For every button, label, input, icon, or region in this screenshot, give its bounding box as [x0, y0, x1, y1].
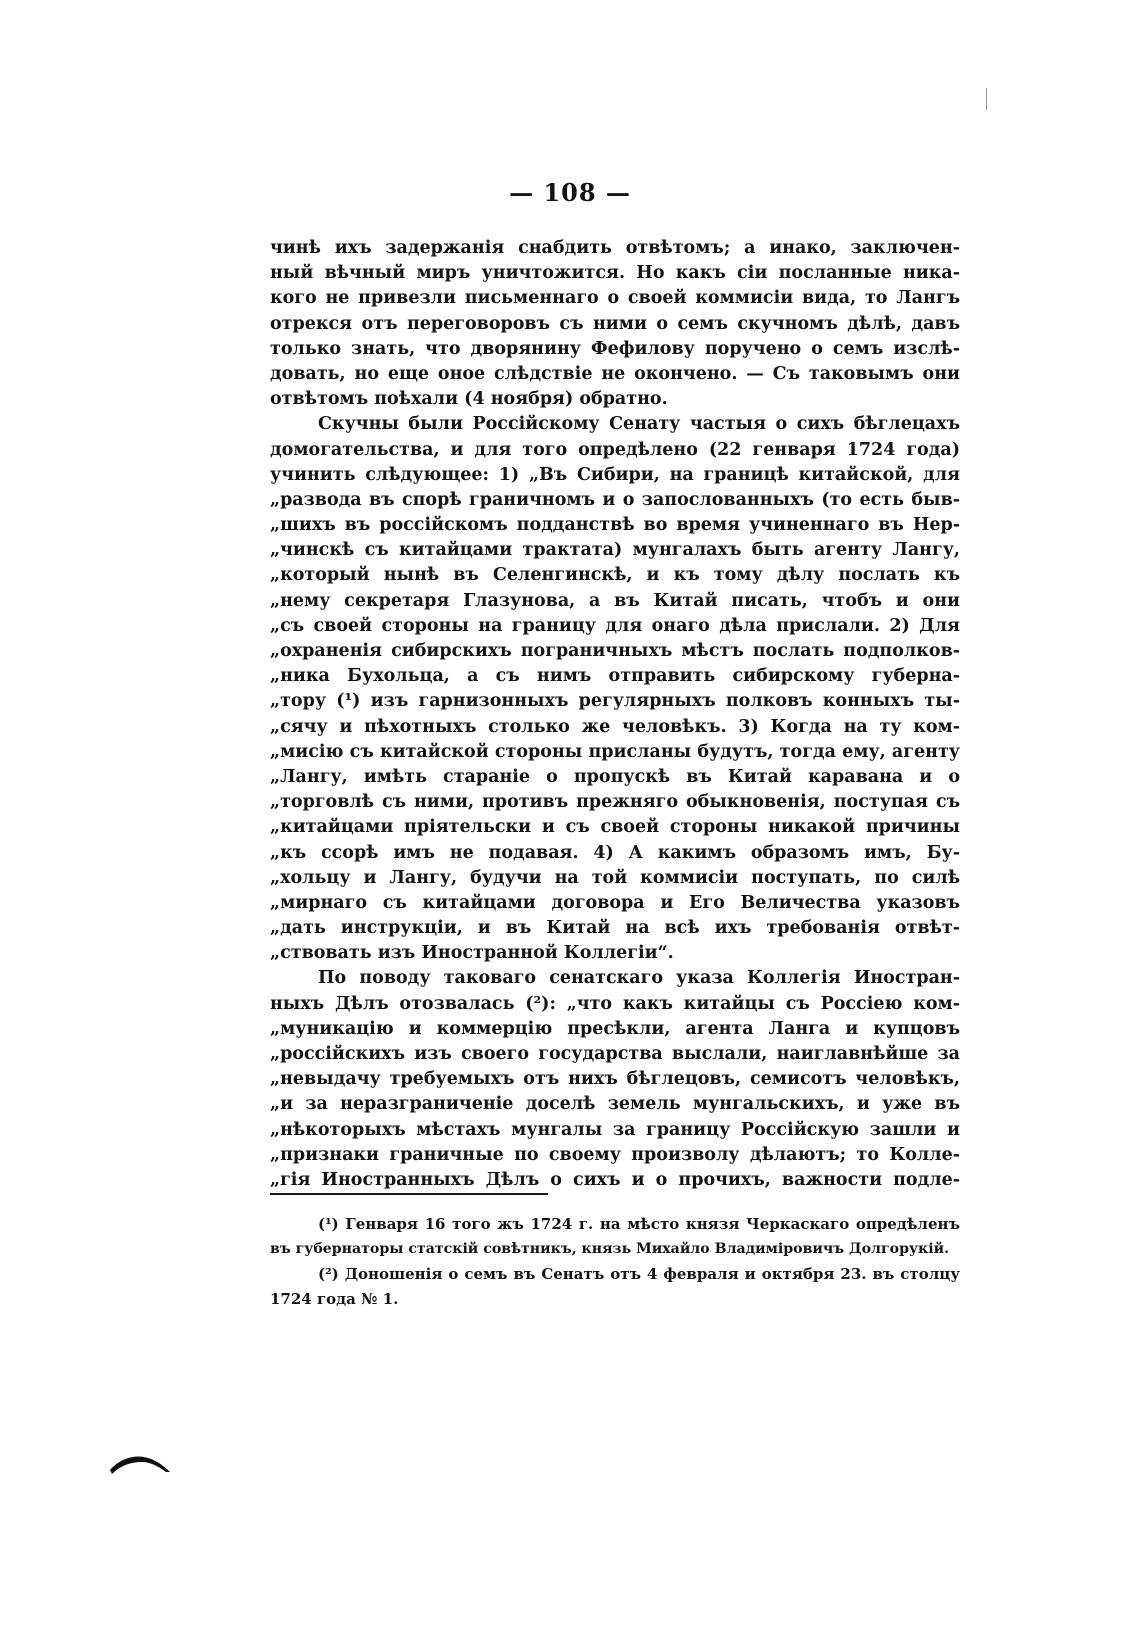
body-line: „съ своей стороны на границу для онаго дѣла прислали. 2) Для [270, 615, 960, 636]
body-line: только знать, что дворянину Фефилову поручено о семъ изслѣ- [270, 338, 960, 359]
body-line: „сячу и пѣхотныхъ столько же человѣкъ. 3) Когда на ту ком- [270, 716, 960, 737]
body-line: „торговлѣ съ ними, противъ прежняго обыкновенія, поступая съ [270, 792, 960, 813]
footnote-line: 1724 года № 1. [270, 1290, 399, 1308]
body-line: „ника Бухольца, а съ нимъ отправить сибирскому губерна- [270, 666, 960, 687]
body-line: „развода въ спорѣ граничномъ и о запослованныхъ (то есть быв- [270, 489, 960, 510]
body-line: „шихъ въ россійскомъ подданствѣ во время учиненнаго въ Нер- [270, 515, 960, 536]
body-line: „и за неразграниченіе доселѣ земель мунгальскихъ, и уже въ [270, 1094, 960, 1115]
body-line: ный вѣчный миръ уничтожится. Но какъ сіи посланные ника- [270, 263, 960, 284]
body-line: „тору (¹) изъ гарнизонныхъ регулярныхъ полковъ конныхъ ты- [270, 691, 960, 712]
footnote-line: (¹) Генваря 16 того жъ 1724 г. на мѣсто князя Черкаскаго опредѣленъ [318, 1215, 960, 1233]
body-line: „чинскѣ съ китайцами трактата) мунгалахъ быть агенту Лангу, [270, 540, 960, 561]
body-line: отрекся отъ переговоровъ съ ними о семъ скучномъ дѣлѣ, давъ [270, 313, 960, 334]
footnote-line: въ губернаторы статскій совѣтникъ, князь Михайло Владиміровичъ Долгорукій. [270, 1241, 950, 1257]
footnote-divider [270, 1193, 548, 1195]
body-line: „невыдачу требуемыхъ отъ нихъ бѣглецовъ, семисотъ человѣкъ, [270, 1069, 960, 1090]
body-line: домогательства, и для того опредѣлено (22 генваря 1724 года) [270, 439, 960, 460]
body-line: „нѣкоторыхъ мѣстахъ мунгалы за границу Россійскую зашли и [270, 1119, 960, 1140]
body-line: „который нынѣ въ Селенгинскѣ, и къ тому дѣлу послать къ [270, 565, 960, 586]
body-line: ныхъ Дѣлъ отозвалась (²): „что какъ китайцы съ Россіею ком- [270, 993, 960, 1014]
body-line: „хольцу и Лангу, будучи на той коммисіи поступать, по силѣ [270, 867, 960, 888]
body-line: „къ ссорѣ имъ не подавая. 4) А какимъ образомъ имъ, Бу- [270, 842, 960, 863]
scan-speck [986, 88, 987, 110]
body-line: „охраненія сибирскихъ пограничныхъ мѣстъ послать подполков- [270, 641, 960, 661]
body-line: „ствовать изъ Иностранной Коллегіи“. [270, 943, 674, 964]
body-line: „мирнаго съ китайцами договора и Его Величества указовъ [270, 892, 960, 913]
body-line: „россійскихъ изъ своего государства выслали, наиглавнѣйше за [270, 1044, 960, 1064]
body-line: учинить слѣдующее: 1) „Въ Сибири, на границѣ китайской, для [270, 464, 960, 485]
footnotes [270, 1212, 960, 1312]
body-line: По поводу таковаго сенатскаго указа Коллегія Иностран- [318, 968, 960, 989]
body-line: кого не привезли письменнаго о своей коммисіи вида, то Лангъ [270, 288, 960, 309]
body-line: „муникацію и коммерцію пресѣкли, агента Ланга и купцовъ [270, 1018, 960, 1039]
body-line: Скучны были Россійскому Сенату частыя о сихъ бѣглецахъ [318, 414, 960, 435]
body-line: „дать инструкціи, и въ Китай на всѣ ихъ требованія отвѣт- [270, 918, 960, 939]
body-line: „гія Иностранныхъ Дѣлъ о сихъ и о прочихъ, важности подле- [270, 1169, 960, 1190]
body-line: довать, но еще оное слѣдствіе не окончено. — Съ таковымъ они [270, 363, 960, 384]
body-line: „мисію съ китайской стороны присланы будутъ, тогда ему, агенту [270, 741, 960, 762]
body-line: „признаки граничные по своему произволу дѣлаютъ; то Колле- [270, 1144, 960, 1165]
body-line: отвѣтомъ поѣхали (4 ноября) обратно. [270, 389, 668, 410]
body-line: „Лангу, имѣть стараніе о пропускѣ въ Китай каравана и о [270, 766, 960, 787]
body-line: „китайцами пріятельски и съ своей стороны никакой причины [270, 817, 960, 838]
body-text [270, 236, 960, 1193]
scan-artifact-mark [108, 1448, 172, 1476]
footnote-line: (²) Доношенія о семъ въ Сенатъ отъ 4 февраля и октября 23. въ столцу [318, 1265, 960, 1283]
body-line: чинѣ ихъ задержанія снабдить отвѣтомъ; а инако, заключен- [270, 238, 960, 258]
body-line: „нему секретаря Глазунова, а въ Китай писать, чтобъ и они [270, 590, 960, 611]
page-number: — 108 — [509, 178, 631, 207]
